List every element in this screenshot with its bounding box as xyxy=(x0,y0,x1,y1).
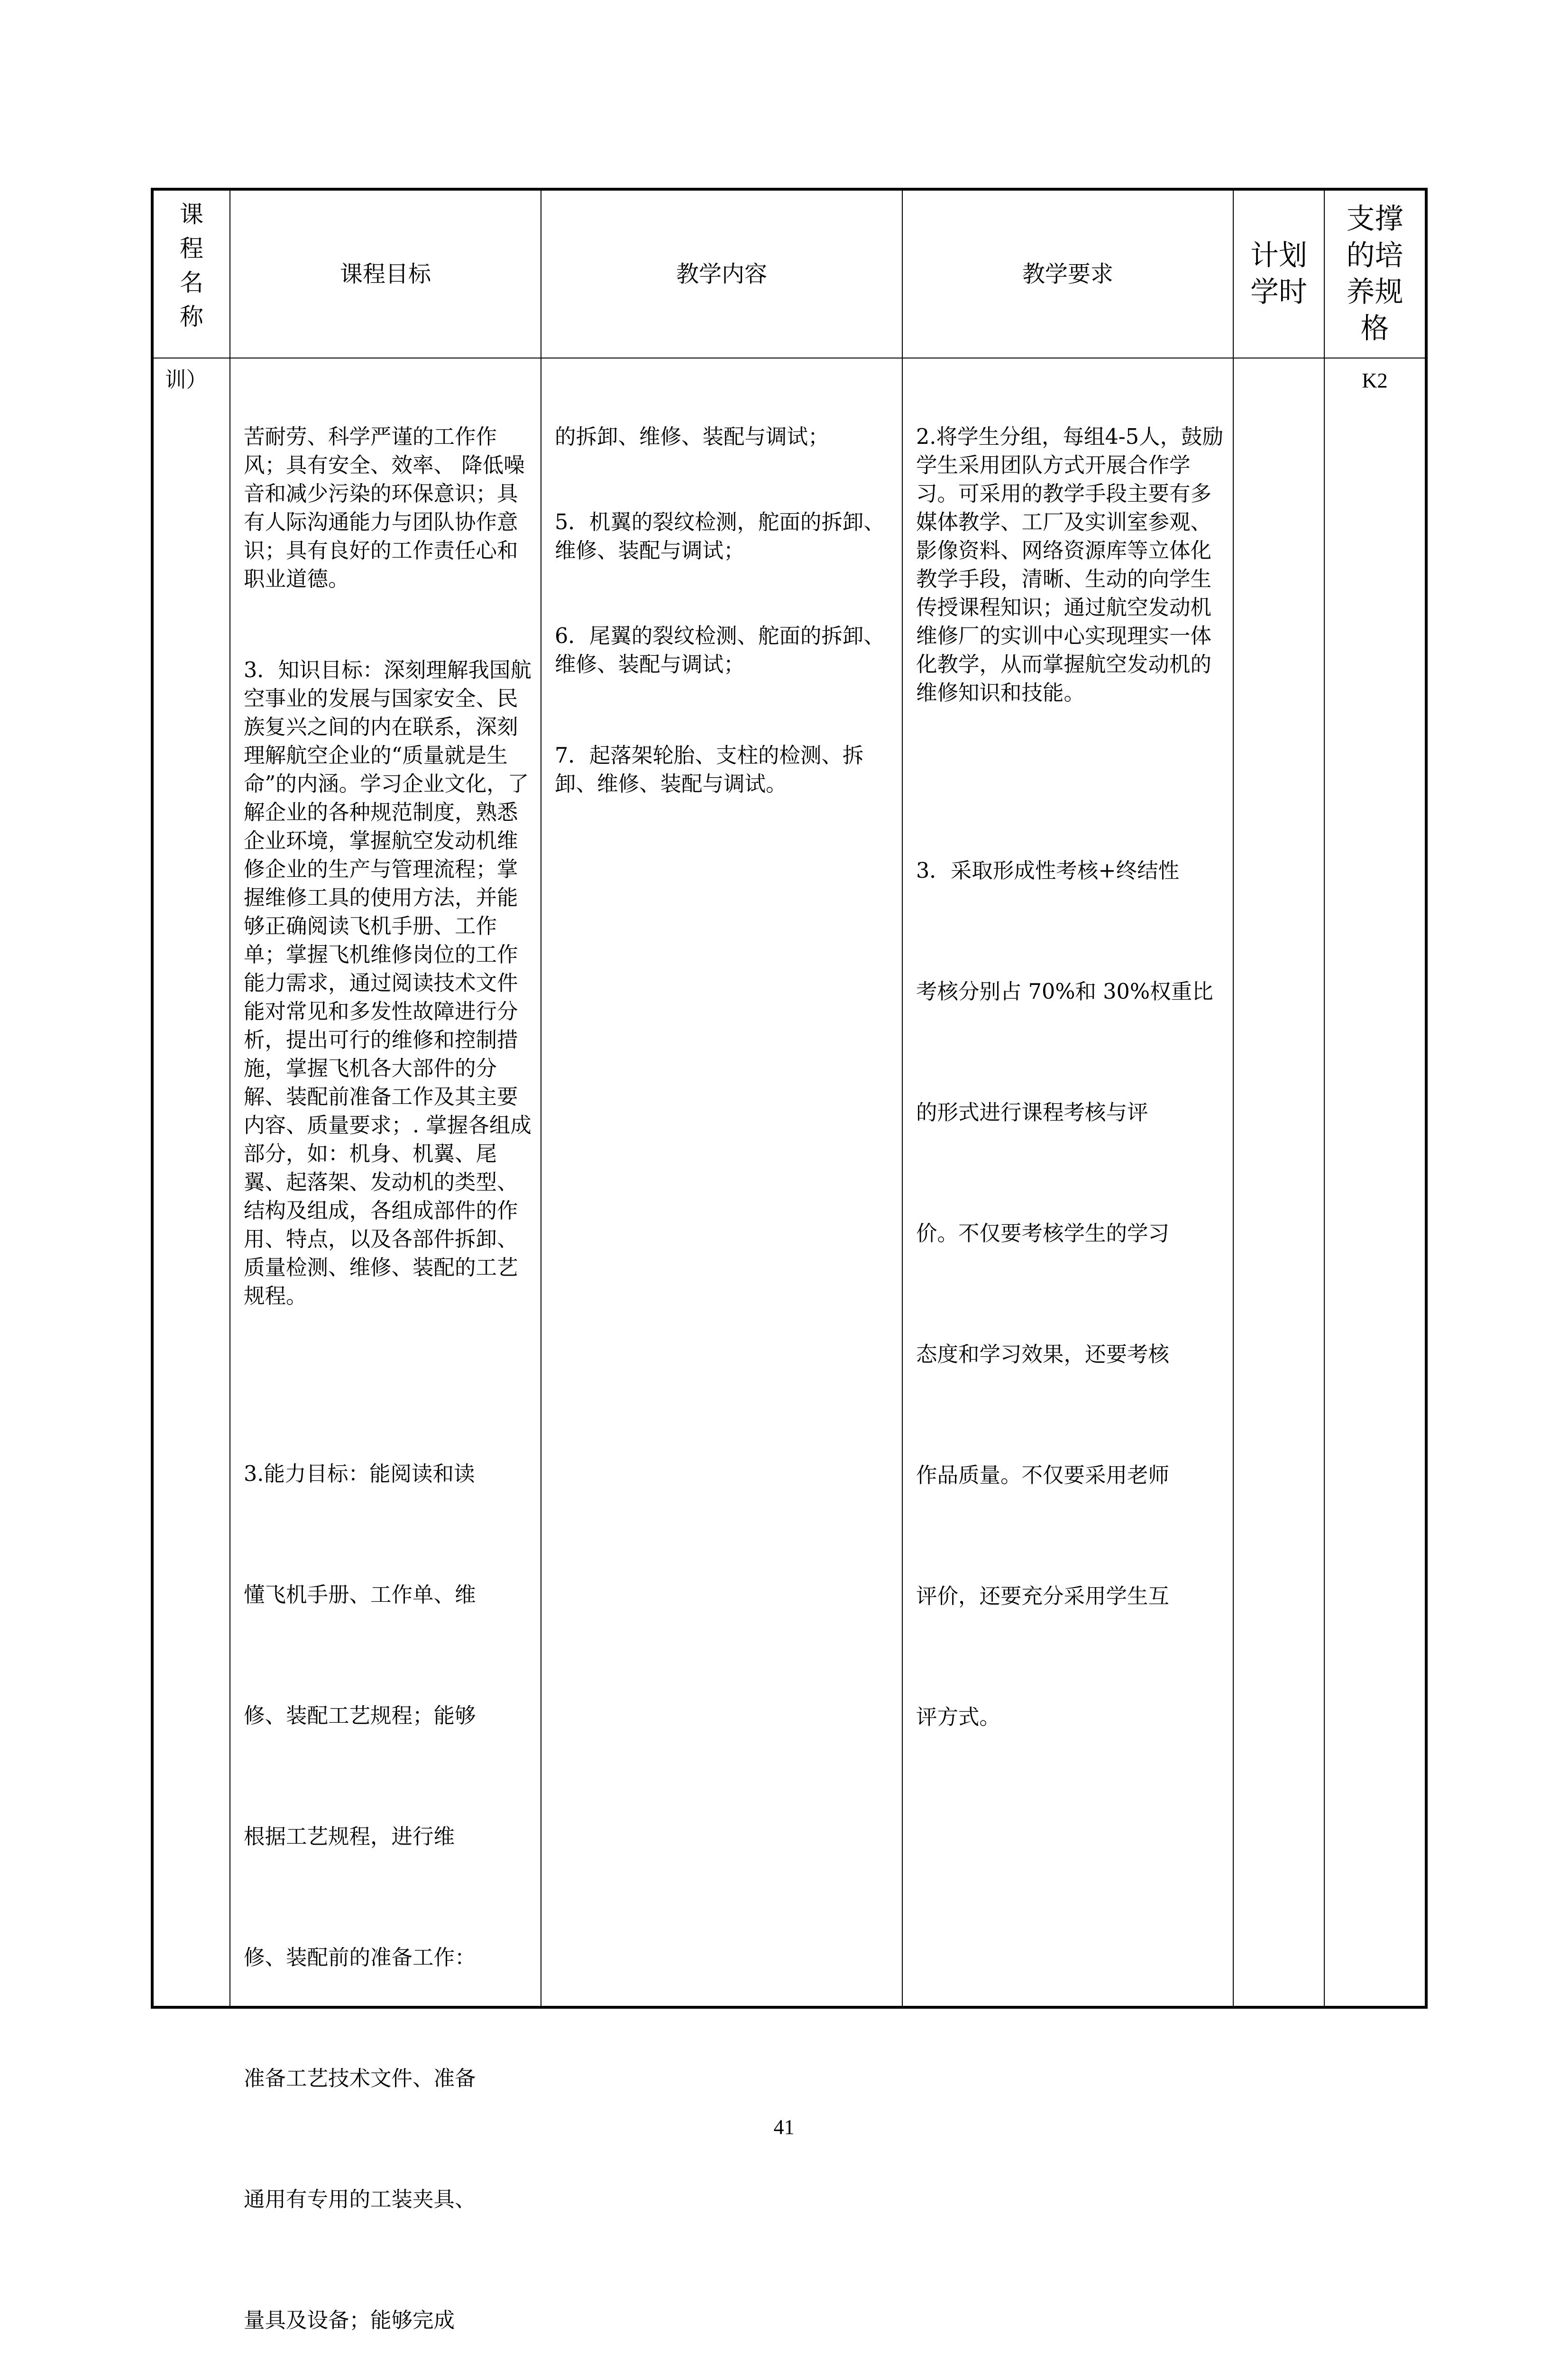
col-divider xyxy=(1324,191,1325,2006)
row-course-name: 训） xyxy=(165,368,208,392)
goal-paragraph: 苦耐劳、科学严谨的工作作风；具有安全、效率、 降低噪音和减少污染的环保意识；具有人际沟通能力与团队协作意识；具有良好的工作责任心和职业道德。 xyxy=(244,425,525,591)
header-teaching-requirement: 教学要求 xyxy=(1022,260,1113,287)
row-support-spec: K2 xyxy=(1362,368,1388,392)
header-plan-hours: 计划 学时 xyxy=(1250,239,1307,309)
row-teaching-content xyxy=(541,358,902,855)
header-teaching-content: 教学内容 xyxy=(676,260,767,287)
content-paragraph: 的拆卸、维修、装配与调试； xyxy=(555,425,829,449)
page-number: 41 xyxy=(773,2115,795,2139)
col-divider xyxy=(1233,191,1234,2006)
header-support-spec: 支撑 的培 养规 格 xyxy=(1346,202,1403,345)
row-course-goal xyxy=(230,358,541,2371)
content-paragraph: 6．尾翼的裂纹检测、舵面的拆卸、维修、装配与调试； xyxy=(555,624,885,677)
content-paragraph: 7．起落架轮胎、支柱的检测、拆卸、维修、装配与调试。 xyxy=(555,744,864,796)
content-paragraph: 5．机翼的裂纹检测，舵面的拆卸、维修、装配与调试； xyxy=(555,510,885,563)
header-course-name: 课 程 名 称 xyxy=(180,201,203,331)
goal-paragraph: 3．知识目标：深刻理解我国航空事业的发展与国家安全、民族复兴之间的内在联系，深刻理解航空企业的“质量就是生命”的内涵。学习企业文化，了解企业的各种规范制度，熟悉企业环境，掌握航空发动机维修企业的生产与管理流程；掌握维修工具的使用方法，并能够正确阅读飞机手册、工作单；掌握飞机维修岗位的工作能力需求，通过阅读技术文件能对常见和多发性故障进行分析，提出可行的维修和控制措施，掌握飞机各大部件的分解、装配前准备工作及其主要内容、质量要求；. 掌握各组成部分，如：机身、机翼、尾翼、起落架、发动机的类型、结构及组成，各组成部件的作用、特点，以及各部件拆卸、质量检测、维修、装配的工艺规程。 xyxy=(244,658,532,1308)
row-teaching-requirement xyxy=(903,358,1233,1875)
requirement-paragraph: 2.将学生分组，每组4-5人，鼓励学生采用团队方式开展合作学习。可采用的教学手段主要有多媒体教学、工厂及实训室参观、影像资料、网络资源库等立体化教学手段，清晰、生动的向学生传授课程知识；通过航空发动机维修厂的实训中心实现理实一体化教学，从而掌握航空发动机的维修知识和技能。 xyxy=(916,425,1224,705)
header-course-goal: 课程目标 xyxy=(339,260,431,287)
requirement-assessment: 3．采取形成性考核+终结性 考核分别占 70%和 30%权重比 的形式进行课程考核与评 价。不仅要考核学生的学习 态度和学习效果，还要考核 作品质量。不仅要采用老师 评价，还要充分采用学生互 评方式。 xyxy=(916,859,1213,1729)
row-plan-hours xyxy=(1234,358,1324,366)
goal-ability: 3.能力目标：能阅读和读 懂飞机手册、工作单、维 修、装配工艺规程；能够 根据工艺规程，进行维 修、装配前的准备工作： 准备工艺技术文件、准备 通用有专用的工装夹具、 量具及设备；能够完成 xyxy=(244,1462,476,2333)
